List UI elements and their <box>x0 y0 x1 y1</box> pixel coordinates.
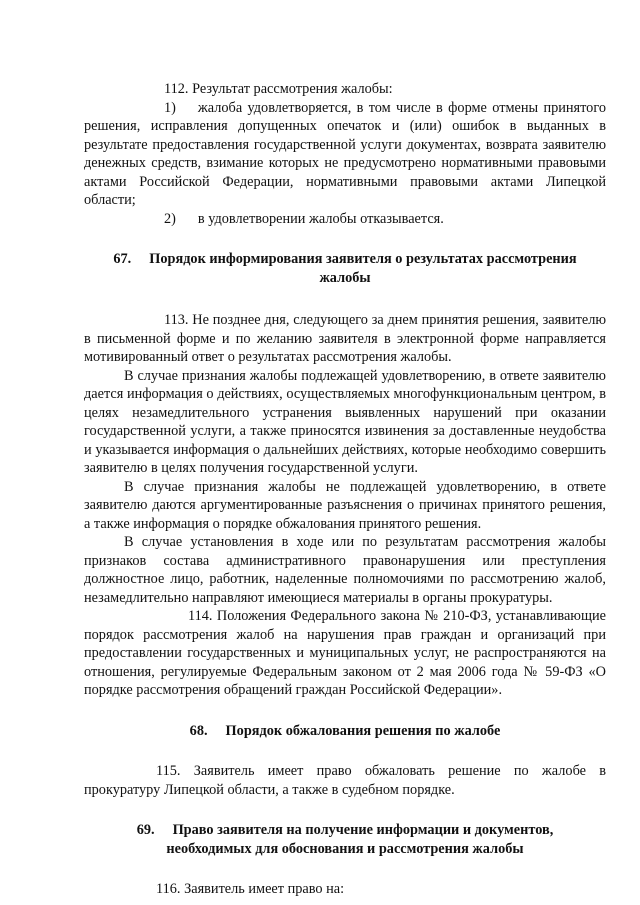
section-heading-69 <box>84 821 606 858</box>
paragraph-text: Положения Федерального закона № 210-ФЗ, устанавливающие порядок рассмотрения жалоб на нарушения прав граждан и организаций при предоставлении государственных и муниципальных услуг, не распространяются на отношения, регулируемые Федеральным законом от 2 мая 2006 года № 59-ФЗ «О порядке рассмотрения обращений граждан Российской Федерации». <box>84 608 606 698</box>
paragraph-number: 114. <box>188 608 213 624</box>
paragraph-number: 113. <box>164 312 189 328</box>
paragraph-113 <box>84 311 606 367</box>
paragraph-115 <box>84 762 606 799</box>
paragraph-text-block: В случае признания жалобы подлежащей удовлетворению, в ответе заявителю дается информация о действиях, осуществляемых многофункциональным центром, в целях незамедлительного устранения выявленных нарушений при оказании государственной услуги, а также приносятся извинения за доставленные неудобства и указывается информация о дальнейших действиях, которые необходимо совершить заявителю в целях получения государственной услуги. <box>84 367 606 476</box>
list-item-text: в удовлетворении жалобы отказывается. <box>197 210 444 227</box>
list-marker: 1) <box>164 99 176 116</box>
heading-number: 67. <box>113 251 132 267</box>
paragraph-112 <box>84 80 606 99</box>
heading-text: Порядок информирования заявителя о результатах рассмотрения жалобы <box>149 251 577 286</box>
section-heading-68 <box>84 722 606 741</box>
list-item-1 <box>84 99 606 210</box>
document-body <box>84 80 606 899</box>
heading-number: 69. <box>136 822 155 838</box>
list-item-2 <box>84 210 606 229</box>
heading-text: Право заявителя на получение информации и документов, необходимых для обоснования и рассмотрения жалобы <box>166 822 554 857</box>
paragraph-114 <box>84 607 606 700</box>
paragraph-116 <box>84 880 606 899</box>
paragraph-text-block: В случае установления в ходе или по результатам рассмотрения жалобы признаков состава административного правонарушения или преступления должностное лицо, работник, наделенные полномочиями по рассмотрению жалоб, незамедлительно направляют имеющиеся материалы в органы прокуратуры. <box>84 534 606 606</box>
paragraph-text-block: В случае признания жалобы не подлежащей удовлетворению, в ответе заявителю даются аргументированные разъяснения о причинах принятого решения, а также информация о порядке обжалования принятого решения. <box>84 478 606 532</box>
heading-text: Порядок обжалования решения по жалобе <box>225 722 501 739</box>
paragraph-text: Заявитель имеет право обжаловать решение по жалобе в прокуратуру Липецкой области, а также в судебном порядке. <box>84 763 607 798</box>
paragraph-text: Заявитель имеет право на: <box>184 881 345 897</box>
list-item-text: жалоба удовлетворяется, в том числе в форме отмены принятого решения, исправления допущенных опечаток и (или) ошибок в выданных в результате предоставления государственной услуги документах, возврата заявителю денежных средств, взимание которых не предусмотрено нормативными правовыми актами Российской Федерации, нормативными правовыми актами Липецкой области; <box>84 99 606 208</box>
heading-number: 68. <box>189 722 208 739</box>
paragraph-number: 116. <box>156 881 181 897</box>
paragraph-text: Результат рассмотрения жалобы: <box>192 81 393 97</box>
section-heading-67 <box>84 250 606 287</box>
paragraph-text: Не позднее дня, следующего за днем принятия решения, заявителю в письменной форме и по желанию заявителя в электронной форме направляется мотивированный ответ о результатах рассмотрения жалобы. <box>84 312 607 365</box>
paragraph-number: 112. <box>164 81 189 97</box>
paragraph-number: 115. <box>156 763 181 779</box>
list-marker: 2) <box>164 210 176 227</box>
